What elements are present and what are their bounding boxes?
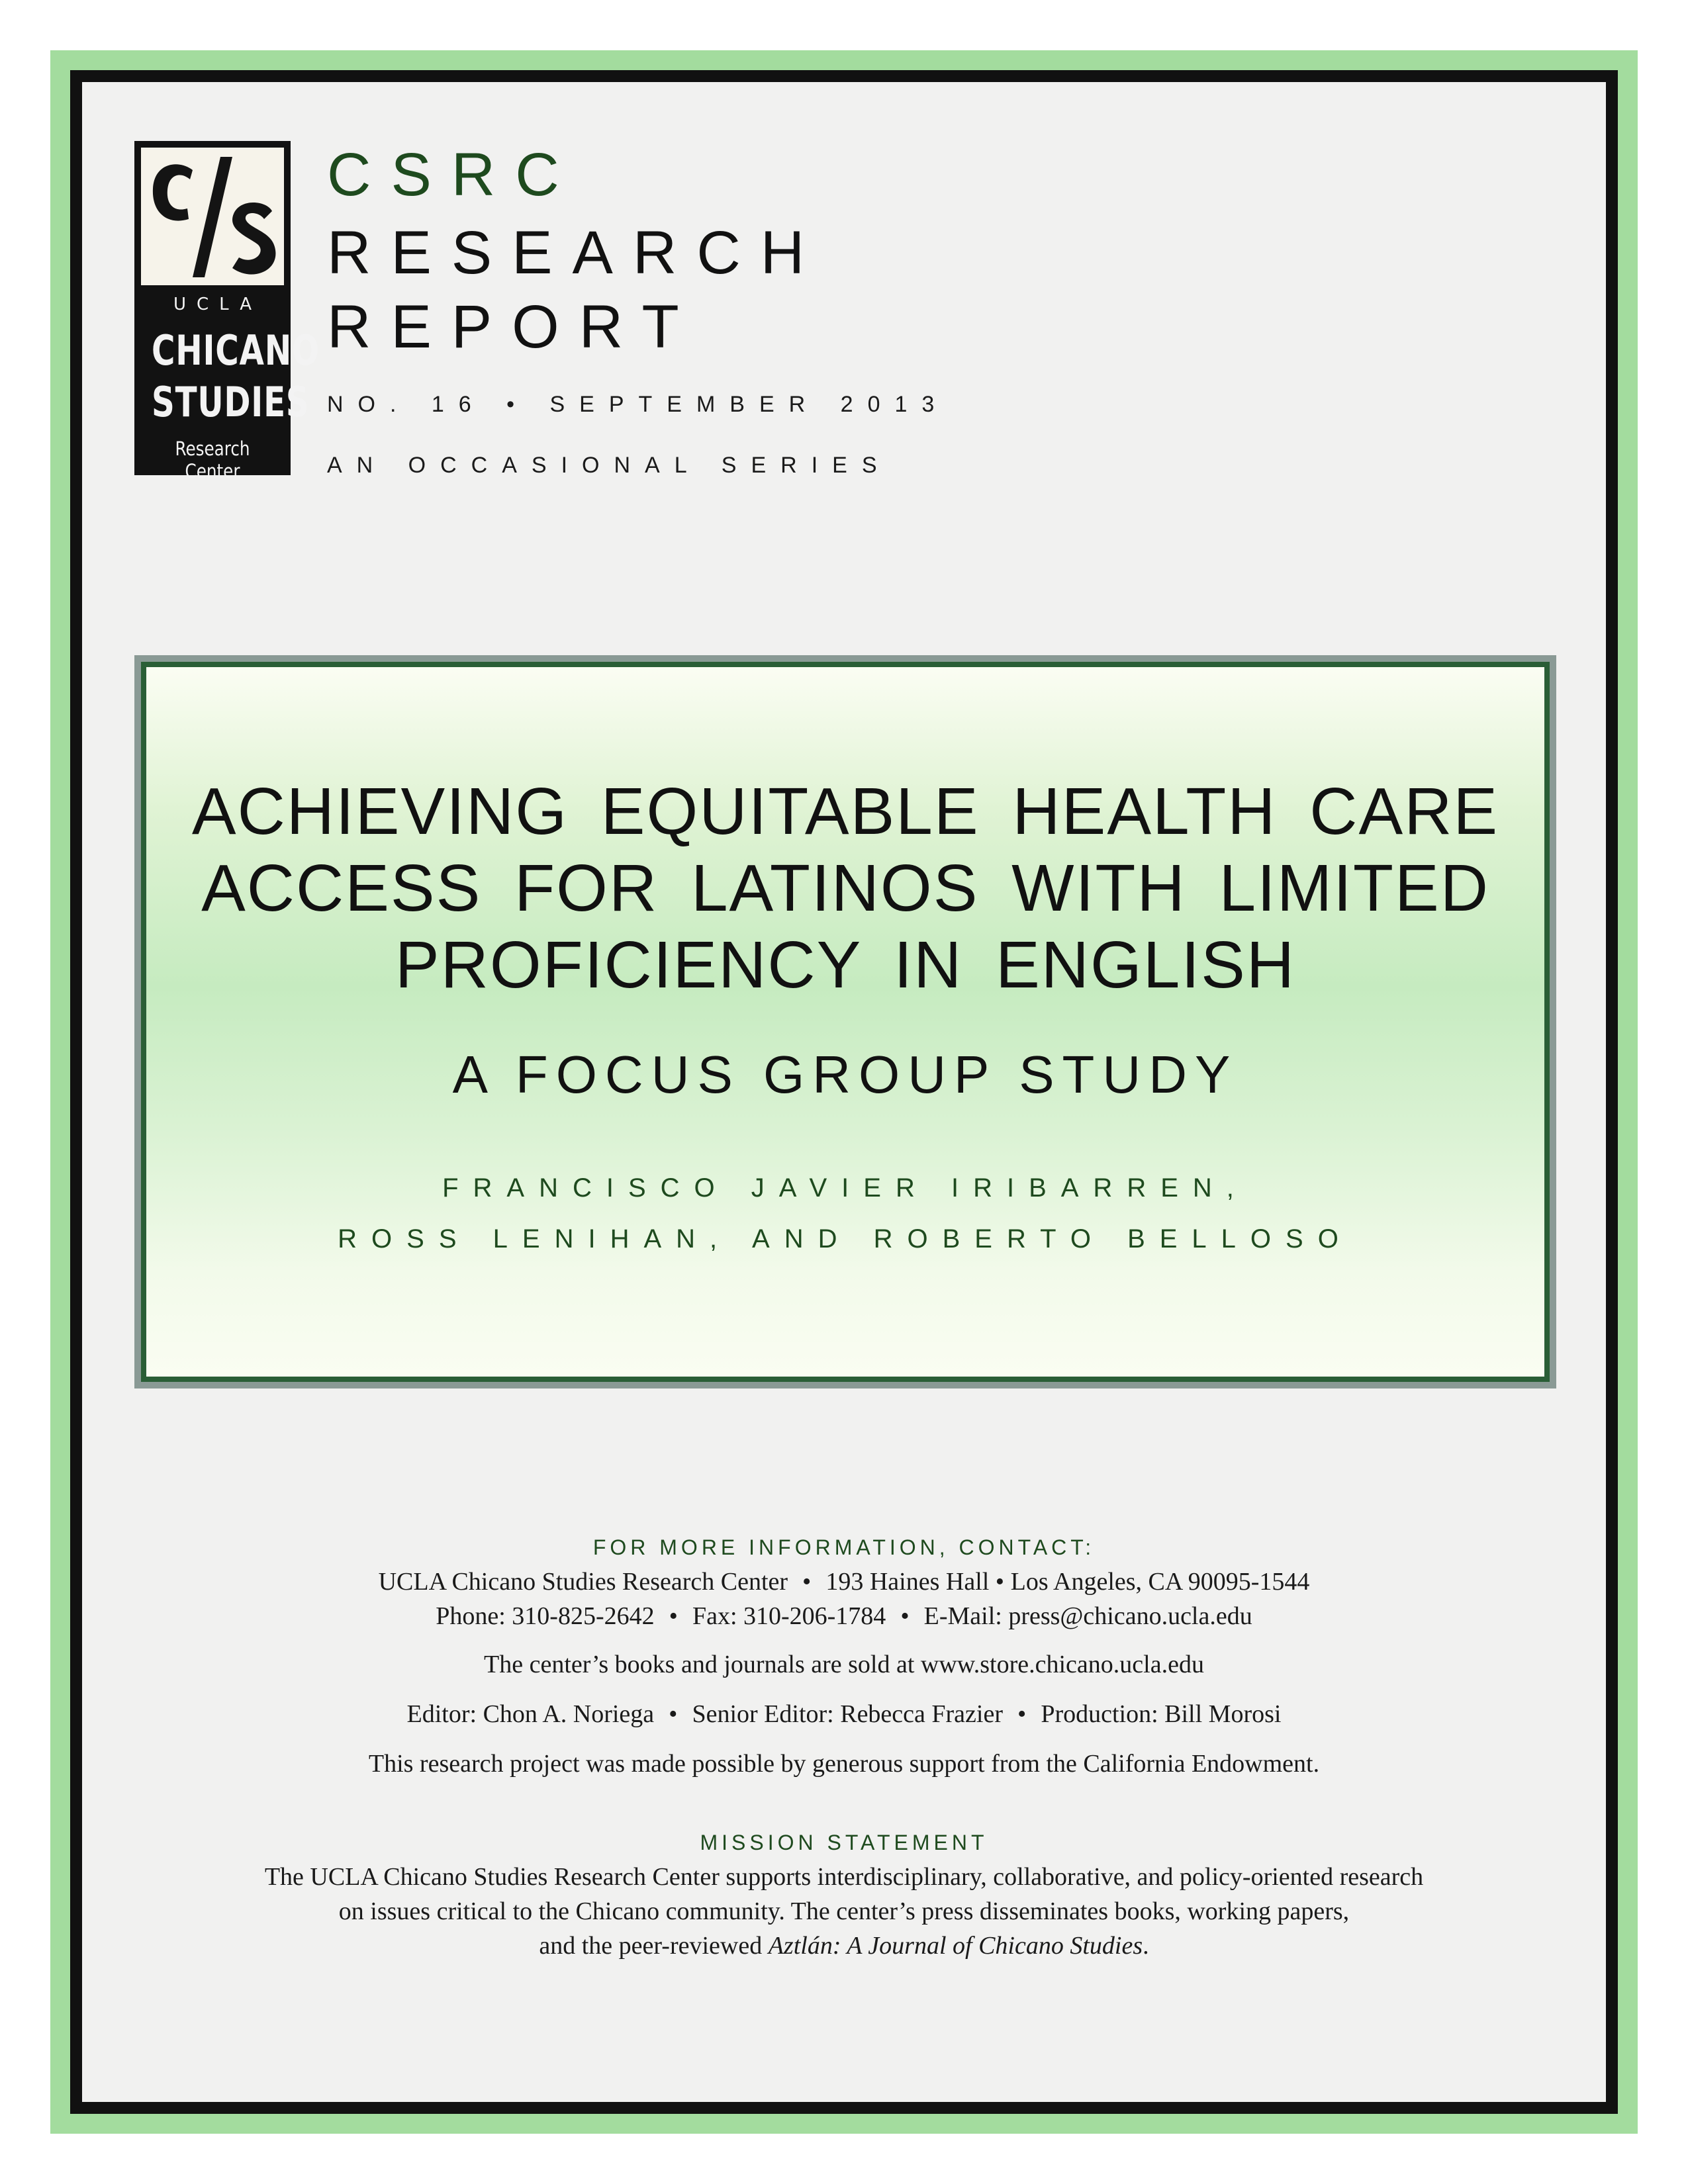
logo-studies-text: STUDIES [151,378,310,426]
email: E-Mail: press@chicano.ucla.edu [923,1602,1252,1630]
mission-line-1: The UCLA Chicano Studies Research Center supports interdisciplinary, collaborative, and policy-oriented research [264,1863,1424,1891]
masthead-research: RESEARCH [327,219,825,287]
funding-note: This research project was made possible by generous support from the California Endowment. [368,1750,1320,1778]
authors-line-1: FRANCISCO JAVIER IRIBARREN, [442,1173,1248,1203]
title-box [134,655,1556,1388]
fax: Fax: 310-206-1784 [692,1602,886,1630]
series-label: AN OCCASIONAL SERIES [327,453,892,478]
production: Production: Bill Morosi [1041,1700,1282,1728]
journal-title: Aztlán: A Journal of Chicano Studies [768,1932,1143,1960]
issue-number-date: NO. 16 • SEPTEMBER 2013 [327,392,949,417]
csrc-logo [134,141,320,482]
contact-header: FOR MORE INFORMATION, CONTACT: [592,1535,1096,1559]
authors-line-2: ROSS LENIHAN, AND ROBERTO BELLOSO [338,1224,1353,1253]
store-info: The center’s books and journals are sold at www.store.chicano.ucla.edu [484,1651,1204,1678]
editors-line: Editor: Chon A. Noriega • Senior Editor: Rebecca Frazier • Production: Bill Morosi [406,1700,1282,1728]
logo-research-center-text: Research Center [175,437,250,482]
mission-line-3-suffix: . [1143,1932,1149,1960]
mission-line-3-prefix: and the peer-reviewed [539,1932,769,1960]
mission-line-2: on issues critical to the Chicano community. The center’s press disseminates books, working papers, [338,1897,1350,1925]
cs-slash-mark-icon [141,148,284,285]
masthead-report: REPORT [327,293,699,361]
contact-address-line: UCLA Chicano Studies Research Center • 193 Haines Hall • Los Angeles, CA 90095-1544 [378,1568,1310,1596]
phone: Phone: 310-825-2642 [436,1602,655,1630]
title-box-panel [146,667,1544,1377]
editor: Editor: Chon A. Noriega [406,1700,655,1728]
mission-line-3 [0,1931,1688,1960]
report-title [146,773,1544,1003]
senior-editor: Senior Editor: Rebecca Frazier [692,1700,1003,1728]
mission-header: MISSION STATEMENT [700,1831,988,1854]
logo-ucla-text: UCLA [173,295,263,314]
title-line-3: PROFICIENCY IN ENGLISH [395,928,1296,1002]
report-subtitle: A FOCUS GROUP STUDY [452,1045,1239,1104]
org-name: UCLA Chicano Studies Research Center [378,1568,788,1596]
title-line-1: ACHIEVING EQUITABLE HEALTH CARE [191,774,1499,848]
masthead-csrc: CSRC [327,141,579,208]
logo-mark [141,148,284,285]
address: 193 Haines Hall • Los Angeles, CA 90095-1544 [825,1568,1310,1596]
contact-phone-line: Phone: 310-825-2642 • Fax: 310-206-1784 • E-Mail: press@chicano.ucla.edu [436,1602,1252,1630]
title-box-border [141,662,1550,1382]
logo-chicano-text: CHICANO [151,326,320,375]
title-line-2: ACCESS FOR LATINOS WITH LIMITED [201,851,1489,925]
